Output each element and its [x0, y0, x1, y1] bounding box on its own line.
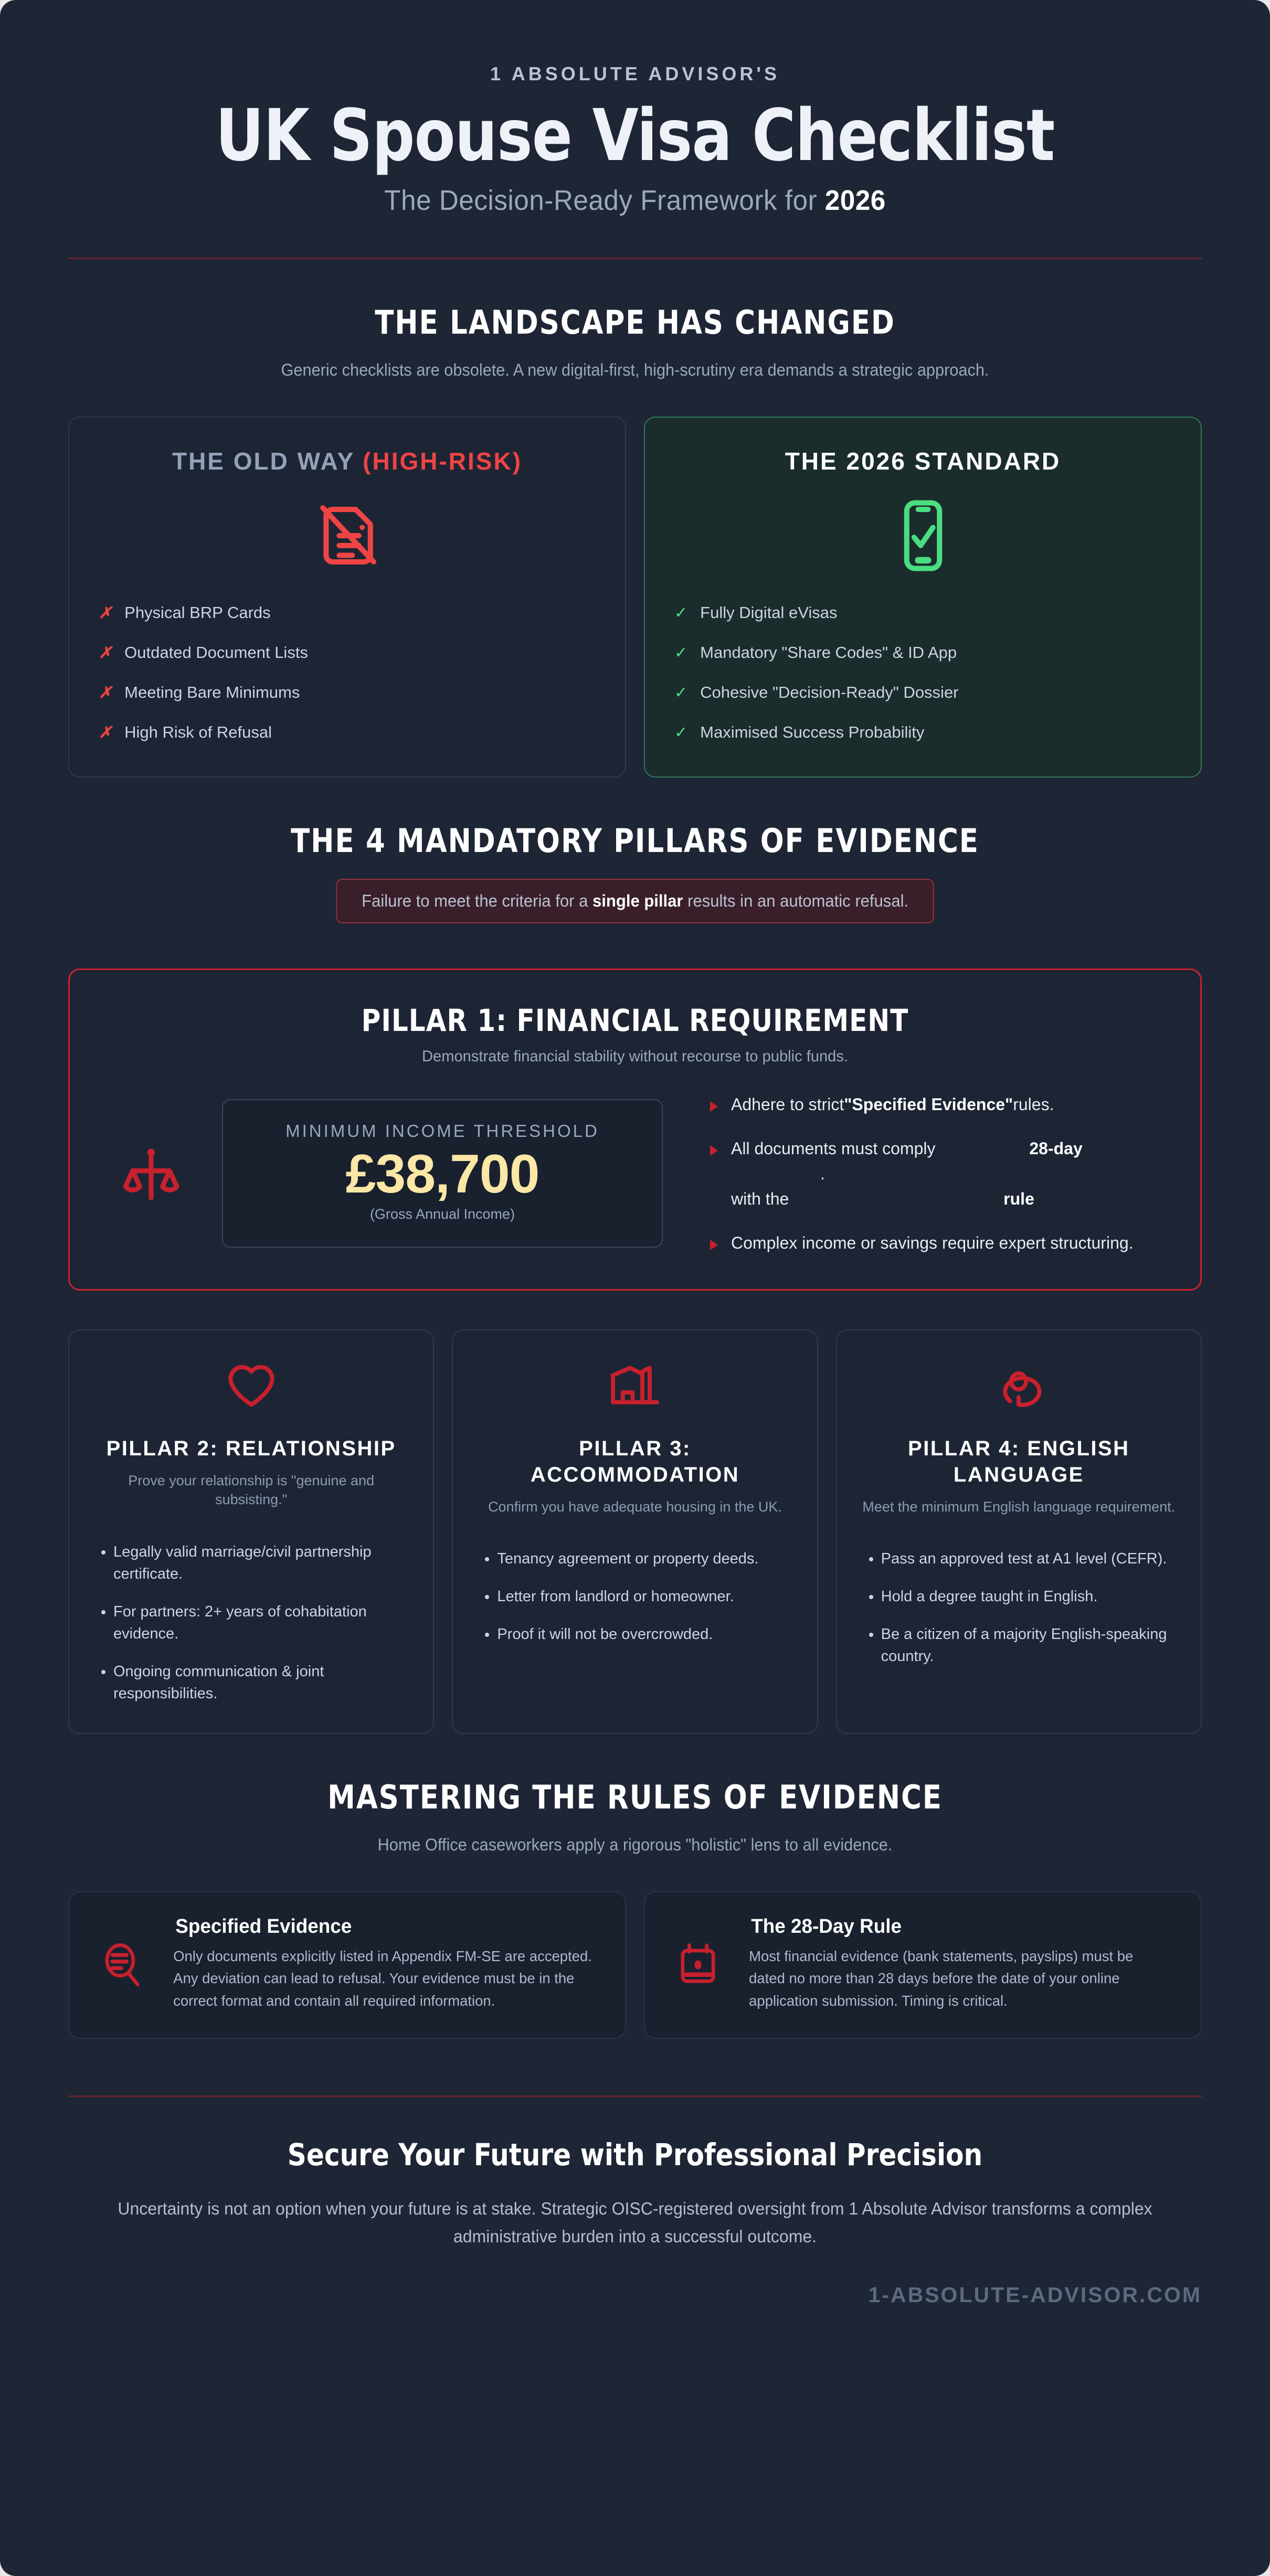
point-bold: 28-day [1029, 1138, 1083, 1158]
threshold-label: MINIMUM INCOME THRESHOLD [285, 1121, 599, 1141]
standard-2026-card [644, 417, 1202, 778]
list-item [674, 603, 1171, 622]
specified-evidence-text: Only documents explicitly listed in Appendix FM-SE are accepted. Any deviation can lead to refusal. Your evidence must be in the correct format and contain all required information. [173, 1947, 592, 2009]
cross-icon: ✗ [99, 644, 112, 662]
list-item: • For partners: 2+ years of cohabitation evidence. [113, 1601, 410, 1645]
point-post: . [820, 1164, 825, 1183]
list-item [99, 723, 596, 742]
list-item [708, 1136, 1169, 1211]
footer-divider [68, 2095, 1202, 2097]
pillar-1-points [684, 1092, 1169, 1255]
page-title: UK Spouse Visa Checklist [215, 94, 1055, 177]
warning-bold: single pillar [592, 891, 683, 910]
list-item [99, 683, 596, 702]
list-item: • Ongoing communication & joint responsibilities. [113, 1660, 410, 1705]
pillar-1-title: PILLAR 1: FINANCIAL REQUIREMENT [361, 1002, 909, 1038]
list-item-label: Cohesive "Decision-Ready" Dossier [700, 683, 959, 701]
old-way-heading [99, 447, 596, 475]
rules-subtitle: Home Office caseworkers apply a rigorous "holistic" lens to all evidence. [377, 1835, 893, 1854]
old-way-list [99, 603, 596, 742]
list-item-label: Mandatory "Share Codes" & ID App [700, 643, 957, 662]
point-post: rules. [1013, 1094, 1054, 1114]
28-day-rule-text: Most financial evidence (bank statements, payslips) must be dated no more than 28 days before the date of your online application submission. Timing is critical. [749, 1947, 1134, 2009]
pillar-2-list [92, 1541, 410, 1705]
warning-post: results in an automatic refusal. [683, 891, 908, 910]
28-day-rule-title: The 28-Day Rule [751, 1915, 902, 1938]
pillar-3-subtitle: Confirm you have adequate housing in the UK. [488, 1498, 782, 1515]
specified-evidence-title: Specified Evidence [175, 1915, 352, 1938]
list-item: • Tenancy agreement or property deeds. [497, 1548, 793, 1570]
check-icon: ✓ [674, 604, 688, 622]
pillar-2-card [68, 1329, 434, 1734]
warning-banner [336, 879, 934, 923]
subtitle-year: 2026 [824, 184, 886, 216]
check-icon: ✓ [674, 644, 688, 662]
list-item-label: High Risk of Refusal [124, 722, 272, 741]
landscape-section [68, 259, 1202, 778]
pillars-row [68, 1329, 1202, 1734]
list-item [674, 643, 1171, 662]
old-way-card [68, 417, 626, 778]
pillar-2-title: PILLAR 2: RELATIONSHIP [106, 1436, 396, 1460]
pillar-4-list [860, 1548, 1178, 1667]
list-item-label: Meeting Bare Minimums [124, 683, 300, 701]
cross-icon: ✗ [99, 684, 112, 701]
warning-pre: Failure to meet the criteria for a [362, 891, 592, 910]
comparison-row [68, 417, 1202, 778]
list-item [99, 643, 596, 662]
scales-icon [101, 1140, 201, 1208]
footer-text: Uncertainty is not an option when your future is at stake. Strategic OISC-registered oversight from 1 Absolute Advisor transforms a complex administrative burden into a successful outcome. [118, 2198, 1152, 2246]
header [68, 0, 1202, 259]
subtitle-text: The Decision-Ready Framework for [384, 184, 825, 216]
pillar-1-subtitle: Demonstrate financial stability without recourse to public funds. [422, 1047, 848, 1065]
list-item: • Proof it will not be overcrowded. [497, 1623, 793, 1645]
list-item [674, 683, 1171, 702]
28-day-rule-body [745, 1915, 1173, 2013]
footer-url: 1-ABSOLUTE-ADVISOR.COM [868, 2283, 1202, 2307]
page-subtitle [97, 184, 1173, 217]
list-item-label: Outdated Document Lists [124, 643, 308, 662]
check-icon: ✓ [674, 723, 688, 741]
footer [68, 2039, 1202, 2345]
point-pre: All documents must comply [731, 1138, 940, 1158]
income-threshold-box [222, 1099, 663, 1248]
warning-banner-wrap [68, 879, 1202, 923]
list-item [708, 1230, 1169, 1255]
pillars-section [68, 778, 1202, 1734]
list-item-label: Maximised Success Probability [700, 722, 925, 741]
standard-2026-heading: THE 2026 STANDARD [785, 447, 1061, 475]
list-item [99, 603, 596, 622]
document-slashed-icon [99, 496, 596, 575]
phone-check-icon [674, 496, 1171, 575]
magnifier-document-icon [93, 1938, 151, 1990]
point-line2-pre: with the [731, 1189, 794, 1208]
pillar-4-subtitle: Meet the minimum English language requirement. [862, 1498, 1176, 1515]
landscape-title: THE LANDSCAPE HAS CHANGED [375, 303, 895, 342]
pillar-3-card [452, 1329, 818, 1734]
list-item: • Pass an approved test at A1 level (CEFR). [881, 1548, 1178, 1570]
pillar-3-title: PILLAR 3: ACCOMMODATION [530, 1436, 740, 1486]
point-bold: "Specified Evidence" [844, 1094, 1013, 1114]
threshold-value: £38,700 [345, 1144, 539, 1205]
pillars-title: THE 4 MANDATORY PILLARS OF EVIDENCE [291, 821, 979, 860]
list-item: • Legally valid marriage/civil partnership certificate. [113, 1541, 410, 1585]
landscape-subtitle: Generic checklists are obsolete. A new digital-first, high-scrutiny era demands a strategic approach. [281, 360, 989, 379]
heart-icon [92, 1356, 410, 1414]
pillar-3-list [476, 1548, 793, 1645]
pillar-2-subtitle: Prove your relationship is "genuine and subsisting." [128, 1472, 375, 1508]
cross-icon: ✗ [99, 604, 112, 622]
list-item: • Hold a degree taught in English. [881, 1585, 1178, 1608]
list-item-label: Fully Digital eVisas [700, 603, 838, 622]
calendar-icon [669, 1938, 727, 1990]
footer-title: Secure Your Future with Professional Precision [287, 2136, 983, 2173]
list-item: • Be a citizen of a majority English-speaking country. [881, 1623, 1178, 1667]
specified-evidence-body [169, 1915, 598, 2013]
standard-2026-list [674, 603, 1171, 742]
old-way-heading-risk: (HIGH-RISK) [363, 447, 523, 475]
threshold-note: (Gross Annual Income) [369, 1206, 515, 1222]
pillar-4-card [836, 1329, 1202, 1734]
rules-row [68, 1891, 1202, 2039]
pillar-1-body [101, 1092, 1169, 1255]
point-pre: Complex income or savings require expert structuring. [731, 1233, 1134, 1252]
check-icon: ✓ [674, 684, 688, 701]
pillar-4-title: PILLAR 4: ENGLISH LANGUAGE [908, 1436, 1130, 1486]
house-icon [476, 1356, 793, 1414]
point-pre: Adhere to strict [731, 1094, 844, 1114]
old-way-heading-main: THE OLD WAY [172, 447, 363, 475]
specified-evidence-card [68, 1891, 626, 2039]
list-item [708, 1092, 1169, 1117]
rules-title: MASTERING THE RULES OF EVIDENCE [327, 1777, 943, 1816]
list-item: • Letter from landlord or homeowner. [497, 1585, 793, 1608]
point-line2-bold: rule [1003, 1189, 1034, 1208]
cross-icon: ✗ [99, 723, 112, 741]
speech-brain-icon [860, 1356, 1178, 1414]
brand-eyebrow: 1 ABSOLUTE ADVISOR'S [490, 63, 780, 84]
pillar-1-card [68, 968, 1202, 1291]
list-item [674, 723, 1171, 742]
rules-section [68, 1734, 1202, 2039]
28-day-rule-card [644, 1891, 1202, 2039]
list-item-label: Physical BRP Cards [124, 603, 271, 622]
